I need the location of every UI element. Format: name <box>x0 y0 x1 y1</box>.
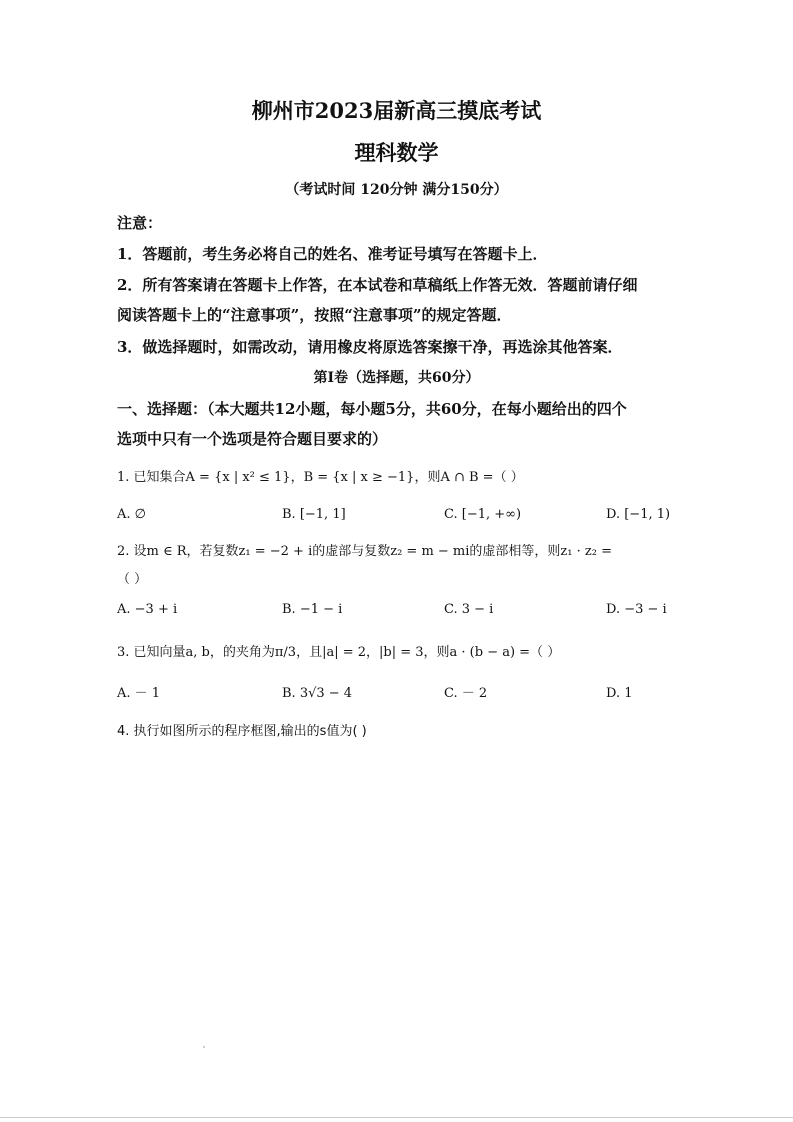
scan-speck <box>203 1046 205 1048</box>
part-title: 第I卷（选择题，共60分） <box>313 370 480 386</box>
option-d: D. 1 <box>606 686 633 701</box>
question-stem: 1. 已知集合A = {x | x² ≤ 1}，B = {x | x ≥ −1}，则A ∩ B =（ ） <box>117 470 524 485</box>
option-c: C. 3 − i <box>444 602 494 617</box>
question-options <box>117 504 677 526</box>
option-b: B. 3√3 − 4 <box>282 686 353 701</box>
notice-item: 阅读答题卡上的“注意事项”，按照“注意事项”的规定答题． <box>117 306 512 324</box>
option-b: B. −1 − i <box>282 602 343 617</box>
option-a: A. － 1 <box>117 686 161 701</box>
notice-item: 2．所有答案请在答题卡上作答，在本试卷和草稿纸上作答无效．答题前请仔细 <box>117 276 638 294</box>
notice-item: 1．答题前，考生务必将自己的姓名、准考证号填写在答题卡上． <box>117 245 548 263</box>
page-bottom-border <box>0 1117 793 1118</box>
option-a: A. −3 + i <box>117 602 178 617</box>
option-d: D. −3 − i <box>606 602 667 617</box>
option-b: B. [−1, 1] <box>282 507 346 522</box>
section-instruction: 一、选择题：（本大题共12小题，每小题5分，共60分，在每小题给出的四个 <box>117 400 627 418</box>
question-options <box>117 599 677 621</box>
exam-subject: 理科数学 <box>354 140 439 165</box>
question-stem: 3. 已知向量a, b，的夹角为π/3，且|a| = 2，|b| = 3，则a · (b − a) =（ ） <box>117 645 561 660</box>
option-c: C. [−1, +∞) <box>444 507 522 522</box>
question-stem: 4. 执行如图所示的程序框图,输出的s值为( ) <box>117 724 367 739</box>
option-d: D. [−1, 1) <box>606 507 671 522</box>
section-instruction: 选项中只有一个选项是符合题目要求的） <box>117 430 388 448</box>
option-c: C. － 2 <box>444 686 488 701</box>
notice-item: 3．做选择题时，如需改动，请用橡皮将原选答案擦干净，再选涂其他答案． <box>117 338 623 356</box>
exam-title: 柳州市2023届新高三摸底考试 <box>251 98 542 123</box>
question-options <box>117 683 677 705</box>
question-stem: 2. 设m ∈ R，若复数z₁ = −2 + i的虚部与复数z₂ = m − mi的虚部相等，则z₁ · z₂ = <box>117 544 612 559</box>
notice-heading: 注意： <box>117 214 163 232</box>
question-stem-continuation: （ ） <box>117 572 148 587</box>
exam-time-info: （考试时间 120分钟 满分150分） <box>285 182 508 198</box>
option-a: A. ∅ <box>117 507 146 522</box>
